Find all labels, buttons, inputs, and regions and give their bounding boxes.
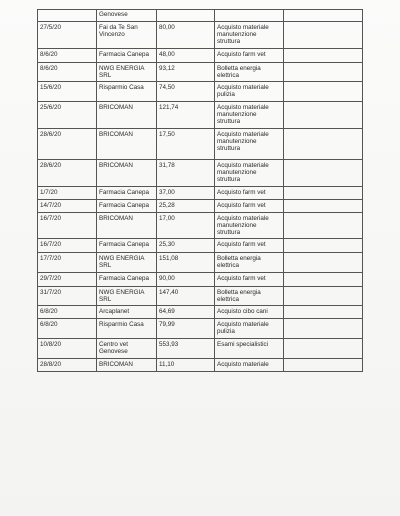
table-row [38, 306, 363, 319]
description-cell: Bolletta energia elettrica [215, 253, 284, 272]
table-row [38, 319, 363, 339]
vendor-cell: Farmacia Canepa [97, 239, 157, 253]
date-cell: 28/6/20 [38, 159, 97, 186]
vendor-cell: BRICOMAN [97, 159, 157, 186]
date-cell: 14/7/20 [38, 199, 97, 212]
notes-cell [284, 306, 363, 319]
table-row [38, 286, 363, 305]
date-cell [38, 10, 97, 22]
amount-cell: 11,10 [157, 359, 215, 372]
amount-cell: 25,30 [157, 239, 215, 253]
notes-cell [284, 62, 363, 81]
table-row [38, 128, 363, 159]
amount-cell: 74,50 [157, 82, 215, 102]
vendor-cell: BRICOMAN [97, 102, 157, 129]
date-cell: 28/6/20 [38, 128, 97, 159]
notes-cell [284, 82, 363, 102]
notes-cell [284, 128, 363, 159]
table-row [38, 62, 363, 81]
description-cell: Bolletta energia elettrica [215, 62, 284, 81]
table-row [38, 199, 363, 212]
notes-cell [284, 48, 363, 62]
table-row [38, 359, 363, 372]
amount-cell: 25,28 [157, 199, 215, 212]
table-row [38, 10, 363, 22]
vendor-cell: BRICOMAN [97, 128, 157, 159]
date-cell: 16/7/20 [38, 212, 97, 239]
vendor-cell: NWG ENERGIA SRL [97, 253, 157, 272]
notes-cell [284, 359, 363, 372]
amount-cell: 147,40 [157, 286, 215, 305]
description-cell: Acquisto farm vet [215, 272, 284, 286]
notes-cell [284, 159, 363, 186]
table-row [38, 253, 363, 272]
notes-cell [284, 253, 363, 272]
table-row [38, 102, 363, 129]
date-cell: 28/8/20 [38, 359, 97, 372]
table-row [38, 272, 363, 286]
vendor-cell: Farmacia Canepa [97, 186, 157, 199]
description-cell: Acquisto materiale manutenzione struttura [215, 22, 284, 49]
amount-cell: 64,69 [157, 306, 215, 319]
table-row [38, 339, 363, 359]
notes-cell [284, 212, 363, 239]
date-cell: 6/8/20 [38, 319, 97, 339]
notes-cell [284, 22, 363, 49]
amount-cell: 37,00 [157, 186, 215, 199]
date-cell: 25/6/20 [38, 102, 97, 129]
description-cell: Acquisto farm vet [215, 239, 284, 253]
amount-cell: 17,00 [157, 212, 215, 239]
table-row [38, 82, 363, 102]
description-cell: Esami specialistici [215, 339, 284, 359]
vendor-cell: NWG ENERGIA SRL [97, 62, 157, 81]
table-row [38, 212, 363, 239]
date-cell: 27/5/20 [38, 22, 97, 49]
date-cell: 1/7/20 [38, 186, 97, 199]
vendor-cell: Centro vet Genovese [97, 339, 157, 359]
description-cell: Acquisto cibo cani [215, 306, 284, 319]
date-cell: 6/8/20 [38, 306, 97, 319]
description-cell: Acquisto materiale manutenzione struttura [215, 159, 284, 186]
amount-cell: 93,12 [157, 62, 215, 81]
date-cell: 8/6/20 [38, 62, 97, 81]
description-cell: Acquisto materiale pulizia [215, 82, 284, 102]
description-cell: Acquisto materiale pulizia [215, 319, 284, 339]
notes-cell [284, 319, 363, 339]
description-cell: Acquisto farm vet [215, 199, 284, 212]
amount-cell: 80,00 [157, 22, 215, 49]
amount-cell: 90,00 [157, 272, 215, 286]
description-cell: Acquisto materiale manutenzione struttura [215, 102, 284, 129]
description-cell: Acquisto materiale manutenzione struttura [215, 128, 284, 159]
date-cell: 8/6/20 [38, 48, 97, 62]
notes-cell [284, 102, 363, 129]
notes-cell [284, 286, 363, 305]
table-row [38, 22, 363, 49]
date-cell: 16/7/20 [38, 239, 97, 253]
notes-cell [284, 339, 363, 359]
notes-cell [284, 239, 363, 253]
date-cell: 10/8/20 [38, 339, 97, 359]
date-cell: 17/7/20 [38, 253, 97, 272]
description-cell: Bolletta energia elettrica [215, 286, 284, 305]
vendor-cell: Risparmio Casa [97, 319, 157, 339]
description-cell [215, 10, 284, 22]
vendor-cell: Farmacia Canepa [97, 199, 157, 212]
vendor-cell: NWG ENERGIA SRL [97, 286, 157, 305]
amount-cell: 151,08 [157, 253, 215, 272]
amount-cell: 48,00 [157, 48, 215, 62]
date-cell: 29/7/20 [38, 272, 97, 286]
vendor-cell: Farmacia Canepa [97, 272, 157, 286]
amount-cell: 31,78 [157, 159, 215, 186]
description-cell: Acquisto farm vet [215, 186, 284, 199]
table-row [38, 48, 363, 62]
amount-cell [157, 10, 215, 22]
vendor-cell: BRICOMAN [97, 212, 157, 239]
notes-cell [284, 272, 363, 286]
amount-cell: 17,50 [157, 128, 215, 159]
notes-cell [284, 186, 363, 199]
vendor-cell: Fai da Te San Vincenzo [97, 22, 157, 49]
description-cell: Acquisto materiale [215, 359, 284, 372]
vendor-cell: Farmacia Canepa [97, 48, 157, 62]
amount-cell: 553,93 [157, 339, 215, 359]
table-row [38, 159, 363, 186]
vendor-cell: Arcaplanet [97, 306, 157, 319]
date-cell: 15/6/20 [38, 82, 97, 102]
expense-table-body [38, 10, 363, 372]
vendor-cell: Genovese [97, 10, 157, 22]
expense-table [37, 9, 363, 372]
date-cell: 31/7/20 [38, 286, 97, 305]
vendor-cell: BRICOMAN [97, 359, 157, 372]
table-row [38, 239, 363, 253]
notes-cell [284, 10, 363, 22]
amount-cell: 79,99 [157, 319, 215, 339]
description-cell: Acquisto farm vet [215, 48, 284, 62]
vendor-cell: Risparmio Casa [97, 82, 157, 102]
table-row [38, 186, 363, 199]
description-cell: Acquisto materiale manutenzione struttura [215, 212, 284, 239]
amount-cell: 121,74 [157, 102, 215, 129]
notes-cell [284, 199, 363, 212]
